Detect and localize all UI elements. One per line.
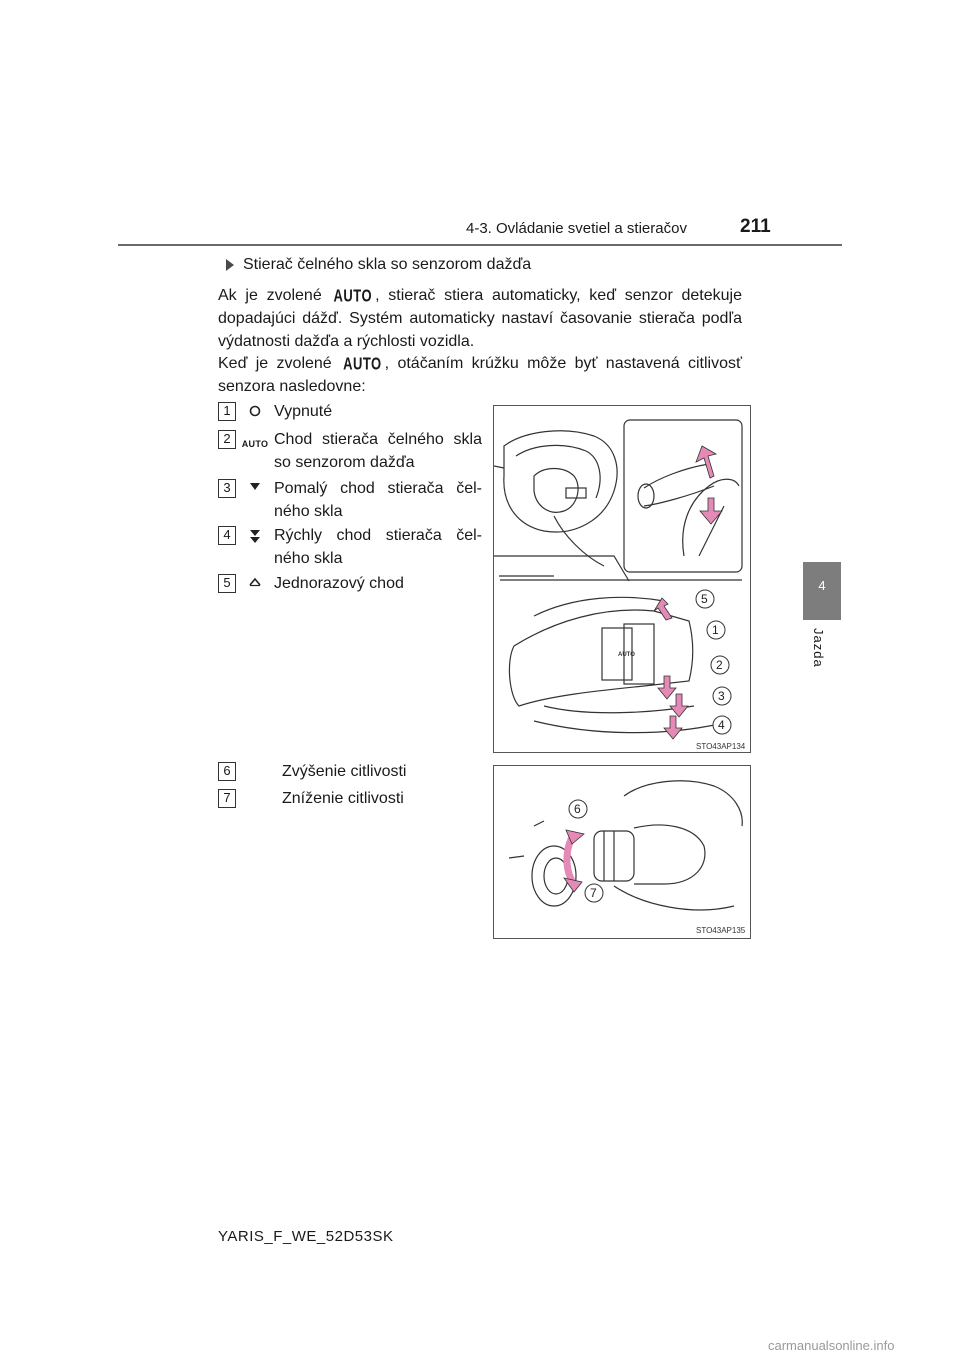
- item-text: Pomalý chod stierača čel-ného skla: [274, 480, 482, 520]
- item-number: 5: [218, 574, 236, 593]
- chapter-tab-label-wrap: [811, 628, 866, 668]
- auto-symbol: AUTO: [333, 285, 373, 306]
- list-item: [218, 760, 490, 783]
- auto-icon: [236, 428, 274, 474]
- triangle-down-icon: [236, 477, 274, 523]
- lever-auto-label: AUTO: [618, 652, 635, 658]
- list-item: [218, 787, 490, 810]
- paragraph-2-end: , otáčaním krúžku môže byť nastavená citlivosť senzora nasledovne:: [218, 355, 743, 395]
- auto-icon-label: AUTO: [241, 439, 269, 449]
- chapter-title: 4-3. Ovládanie svetiel a stieračov: [466, 220, 687, 237]
- callout-1: 1: [712, 623, 719, 637]
- section-heading-text: Stierač čelného skla so senzorom dažďa: [243, 256, 532, 273]
- chapter-tab-label: Jazda: [811, 628, 826, 668]
- circle-icon: [236, 400, 274, 423]
- item-number: 1: [218, 402, 236, 421]
- item-text: Rýchly chod stierača čel-ného skla: [274, 527, 482, 567]
- paragraph-1-start: Ak je zvolené: [218, 287, 322, 304]
- item-text: Zvýšenie citlivosti: [282, 763, 407, 780]
- item-number: 3: [218, 479, 236, 498]
- list-item: [218, 400, 482, 423]
- chapter-tab: [803, 562, 841, 620]
- item-text: Vypnuté: [274, 403, 333, 420]
- callout-2: 2: [716, 658, 723, 672]
- page-number: 211: [740, 216, 771, 237]
- footer-doc-id: YARIS_F_WE_52D53SK: [218, 1228, 394, 1245]
- item-text: Chod stierača čelného skla so senzorom dažďa: [274, 431, 482, 471]
- wiper-lever-illustration: [494, 406, 750, 752]
- callout-5: 5: [701, 592, 708, 606]
- item-text: Jednorazový chod: [274, 575, 404, 592]
- item-number: 6: [218, 762, 236, 781]
- double-triangle-down-icon: [236, 524, 274, 570]
- list-item: [218, 428, 482, 474]
- sensitivity-ring-illustration: [494, 766, 750, 938]
- callout-6: 6: [574, 802, 581, 816]
- callout-7: 7: [590, 886, 597, 900]
- callout-4: 4: [718, 718, 725, 732]
- callout-3: 3: [718, 689, 725, 703]
- item-text: Zníženie citlivosti: [282, 790, 404, 807]
- figure-code: STO43AP134: [696, 742, 746, 751]
- list-item: [218, 477, 482, 523]
- watermark: carmanualsonline.info: [768, 1338, 895, 1353]
- paragraph-1: [218, 284, 742, 353]
- paragraph-1-end: , stierač stiera automaticky, keď senzor detekuje dopadajúci dážď. Systém automaticky nastaví časovanie stierača podľa výdatnosti dažďa a rýchlosti vozidla.: [218, 287, 742, 350]
- item-number: 4: [218, 526, 236, 545]
- header-rule: [118, 244, 842, 246]
- figure-sensitivity-ring: [493, 765, 751, 939]
- paragraph-2-start: Keď je zvolené: [218, 355, 332, 372]
- chevron-up-icon: [236, 572, 274, 595]
- chapter-tab-number: 4: [818, 578, 826, 593]
- list-item: [218, 524, 482, 570]
- list-item: [218, 572, 482, 595]
- figure-wiper-lever: [493, 405, 751, 753]
- auto-symbol: AUTO: [343, 353, 382, 374]
- paragraph-2: [218, 352, 742, 398]
- section-heading: [226, 256, 531, 274]
- figure-code: STO43AP135: [696, 926, 746, 935]
- item-number: 2: [218, 430, 236, 449]
- bullet-triangle-icon: [226, 259, 234, 271]
- item-number: 7: [218, 789, 236, 808]
